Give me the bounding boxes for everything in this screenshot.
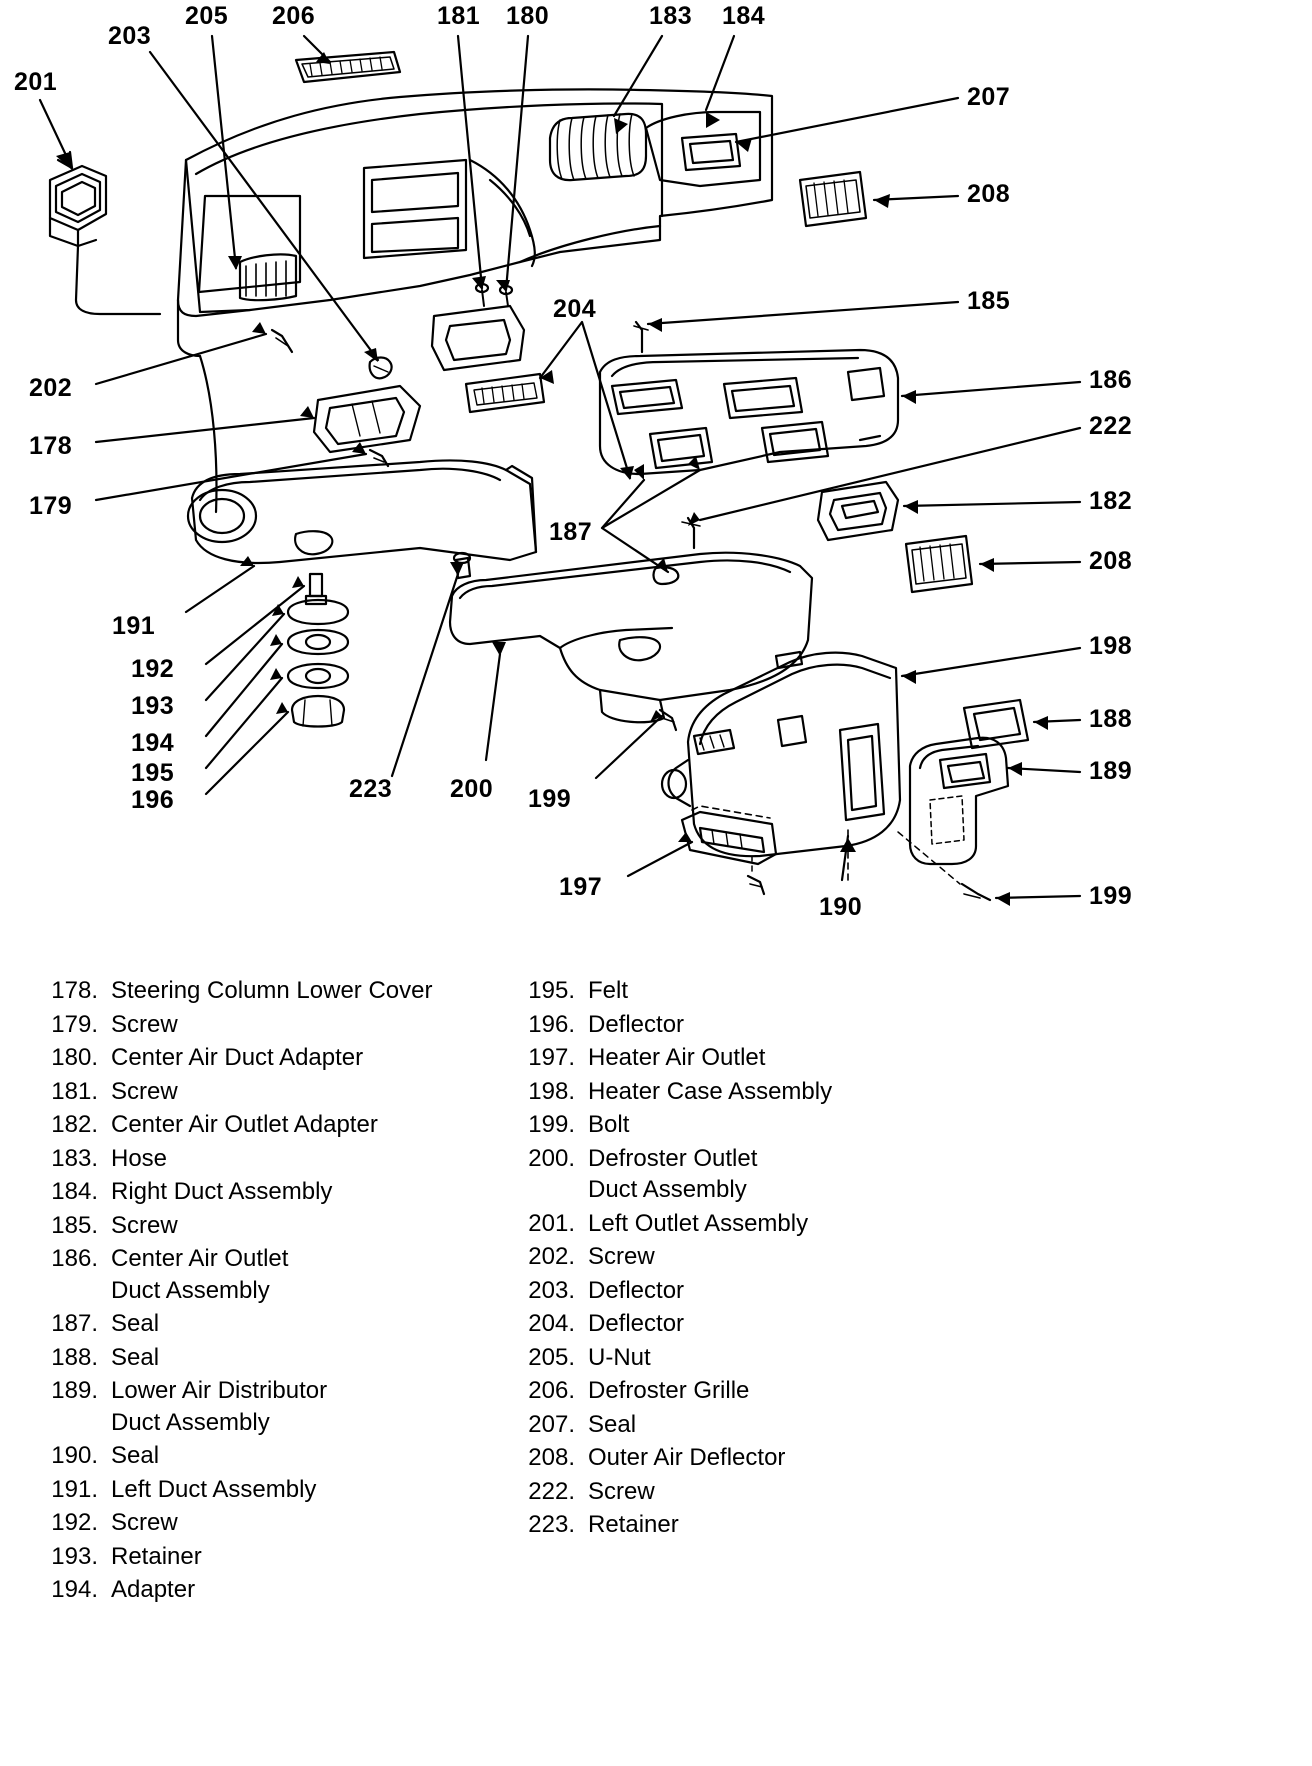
callout-202: 202 (29, 374, 73, 402)
callout-185: 185 (967, 287, 1011, 315)
legend-item (513, 1409, 1033, 1441)
legend-number: 187. (51, 1310, 98, 1337)
legend-label-line2: Duct Assembly (111, 1276, 270, 1304)
callout-186: 186 (1089, 366, 1133, 394)
callout-204: 204 (553, 295, 597, 323)
legend-number: 207. (528, 1410, 575, 1438)
legend-item (36, 975, 506, 1007)
legend-number: 184. (51, 1178, 98, 1205)
callout-198: 198 (1089, 632, 1133, 660)
legend-number: 194. (51, 1576, 98, 1603)
legend-label: Deflector (588, 1276, 685, 1304)
legend-label (111, 1243, 506, 1306)
legend-number: 201. (528, 1209, 575, 1237)
legend-item (36, 1308, 506, 1340)
legend-item (36, 1574, 506, 1606)
callout-193: 193 (131, 692, 175, 720)
legend-label: Heater Air Outlet (588, 1044, 766, 1071)
legend-label-line2: Duct Assembly (588, 1176, 747, 1203)
legend-item (513, 1442, 1033, 1474)
legend-label: Seal (111, 1310, 160, 1337)
legend-number: 180. (51, 1044, 98, 1071)
legend-item (36, 1076, 506, 1108)
callout-179: 179 (29, 492, 73, 520)
legend-number: 192. (51, 1509, 98, 1536)
legend-label: U-Nut (588, 1343, 651, 1371)
legend-item (36, 1176, 506, 1208)
callout-189: 189 (1089, 757, 1133, 785)
legend-label: Heater Case Assembly (588, 1077, 833, 1105)
callout-208-top: 208 (967, 180, 1011, 208)
legend-item (513, 1076, 1033, 1108)
legend-item (513, 1009, 1033, 1041)
legend-label-line1: Defroster Outlet (588, 1144, 758, 1172)
legend-label: Seal (111, 1442, 160, 1469)
callout-199-right: 199 (1089, 882, 1133, 910)
legend-number: 179. (51, 1010, 98, 1038)
legend-number: 198. (528, 1077, 575, 1105)
legend-label: Right Duct Assembly (111, 1178, 333, 1205)
callout-188: 188 (1089, 705, 1133, 733)
legend-item (513, 1109, 1033, 1141)
legend-label: Steering Column Lower Cover (111, 977, 433, 1004)
legend-item (513, 1241, 1033, 1273)
callout-182: 182 (1089, 487, 1133, 515)
legend-number: 191. (51, 1475, 98, 1503)
callout-178: 178 (29, 432, 73, 460)
parts-legend (0, 975, 1312, 1765)
legend-label: Center Air Outlet Adapter (111, 1111, 378, 1138)
legend-item (513, 1275, 1033, 1307)
legend-item (36, 1440, 506, 1472)
legend-label: Seal (588, 1410, 637, 1438)
legend-label (588, 1143, 1033, 1206)
legend-number: 199. (528, 1111, 575, 1138)
legend-item (36, 1375, 506, 1438)
callout-223: 223 (349, 775, 393, 803)
legend-label: Screw (111, 1077, 178, 1105)
callout-192: 192 (131, 655, 175, 683)
callout-205: 205 (185, 2, 229, 30)
legend-number: 203. (528, 1276, 575, 1304)
legend-number: 185. (51, 1211, 98, 1239)
legend-item (513, 1476, 1033, 1508)
callout-190: 190 (819, 893, 863, 921)
legend-label: Adapter (111, 1576, 196, 1603)
callout-180: 180 (506, 2, 550, 30)
callout-197: 197 (559, 873, 603, 901)
legend-label: Bolt (588, 1111, 630, 1138)
legend-item (513, 1342, 1033, 1374)
legend-number: 178. (51, 977, 98, 1004)
legend-number: 205. (528, 1343, 575, 1371)
callout-195: 195 (131, 759, 175, 787)
legend-item (513, 1143, 1033, 1206)
legend-label: Outer Air Deflector (588, 1444, 786, 1471)
legend-item (513, 1375, 1033, 1407)
legend-item (36, 1507, 506, 1539)
legend-label-line1: Center Air Outlet (111, 1245, 289, 1272)
legend-number: 190. (51, 1442, 98, 1469)
legend-number: 208. (528, 1444, 575, 1471)
legend-item (36, 1143, 506, 1175)
legend-number: 188. (51, 1343, 98, 1371)
legend-label: Screw (111, 1509, 178, 1536)
legend-item (513, 975, 1033, 1007)
legend-item (36, 1474, 506, 1506)
legend-label: Retainer (111, 1542, 202, 1570)
callout-187: 187 (549, 518, 593, 546)
legend-item (36, 1541, 506, 1573)
legend-label: Hose (111, 1144, 168, 1172)
legend-item (36, 1109, 506, 1141)
legend-label: Left Outlet Assembly (588, 1209, 809, 1237)
legend-item (36, 1042, 506, 1074)
legend-number: 222. (528, 1477, 575, 1505)
legend-item (513, 1208, 1033, 1240)
legend-number: 183. (51, 1144, 98, 1172)
callout-207: 207 (967, 83, 1011, 111)
legend-number: 181. (51, 1077, 98, 1105)
callout-194: 194 (131, 729, 175, 757)
legend-label: Defroster Grille (588, 1377, 750, 1404)
legend-label: Screw (111, 1010, 178, 1038)
legend-item (36, 1342, 506, 1374)
legend-item (36, 1009, 506, 1041)
legend-item (36, 1243, 506, 1306)
callout-184: 184 (722, 2, 766, 30)
callout-200: 200 (450, 775, 494, 803)
legend-label: Deflector (588, 1010, 685, 1038)
callout-191: 191 (112, 612, 156, 640)
callout-201: 201 (14, 68, 58, 96)
legend-item (513, 1509, 1033, 1541)
callout-203: 203 (108, 22, 152, 50)
legend-label: Screw (588, 1243, 655, 1270)
callout-199-left: 199 (528, 785, 572, 813)
callout-208-bottom: 208 (1089, 547, 1133, 575)
legend-label: Deflector (588, 1310, 685, 1337)
callout-222: 222 (1089, 412, 1133, 440)
legend-number: 200. (528, 1144, 575, 1172)
legend-number: 204. (528, 1310, 575, 1337)
legend-number: 197. (528, 1044, 575, 1071)
legend-label-line2: Duct Assembly (111, 1408, 270, 1436)
legend-label-line1: Lower Air Distributor (111, 1377, 328, 1404)
callout-181: 181 (437, 2, 481, 30)
legend-number: 182. (51, 1111, 98, 1138)
legend-number: 189. (51, 1377, 98, 1404)
legend-label: Retainer (588, 1511, 679, 1538)
legend-item (36, 1210, 506, 1242)
legend-label: Screw (111, 1211, 178, 1239)
legend-item (513, 1308, 1033, 1340)
legend-label: Screw (588, 1477, 655, 1505)
legend-number: 223. (528, 1511, 575, 1538)
legend-number: 193. (51, 1542, 98, 1570)
legend-item (513, 1042, 1033, 1074)
legend-label: Felt (588, 977, 629, 1004)
legend-label: Seal (111, 1343, 160, 1371)
legend-number: 202. (528, 1243, 575, 1270)
legend-label: Left Duct Assembly (111, 1475, 317, 1503)
legend-right-column (513, 975, 1033, 1543)
legend-label (111, 1375, 506, 1438)
callout-206: 206 (272, 2, 316, 30)
callout-183: 183 (649, 2, 693, 30)
legend-number: 206. (528, 1377, 575, 1404)
legend-left-column (36, 975, 506, 1608)
legend-number: 195. (528, 977, 575, 1004)
legend-label: Center Air Duct Adapter (111, 1044, 364, 1071)
legend-number: 186. (51, 1245, 98, 1272)
callout-196: 196 (131, 786, 175, 814)
legend-number: 196. (528, 1010, 575, 1038)
